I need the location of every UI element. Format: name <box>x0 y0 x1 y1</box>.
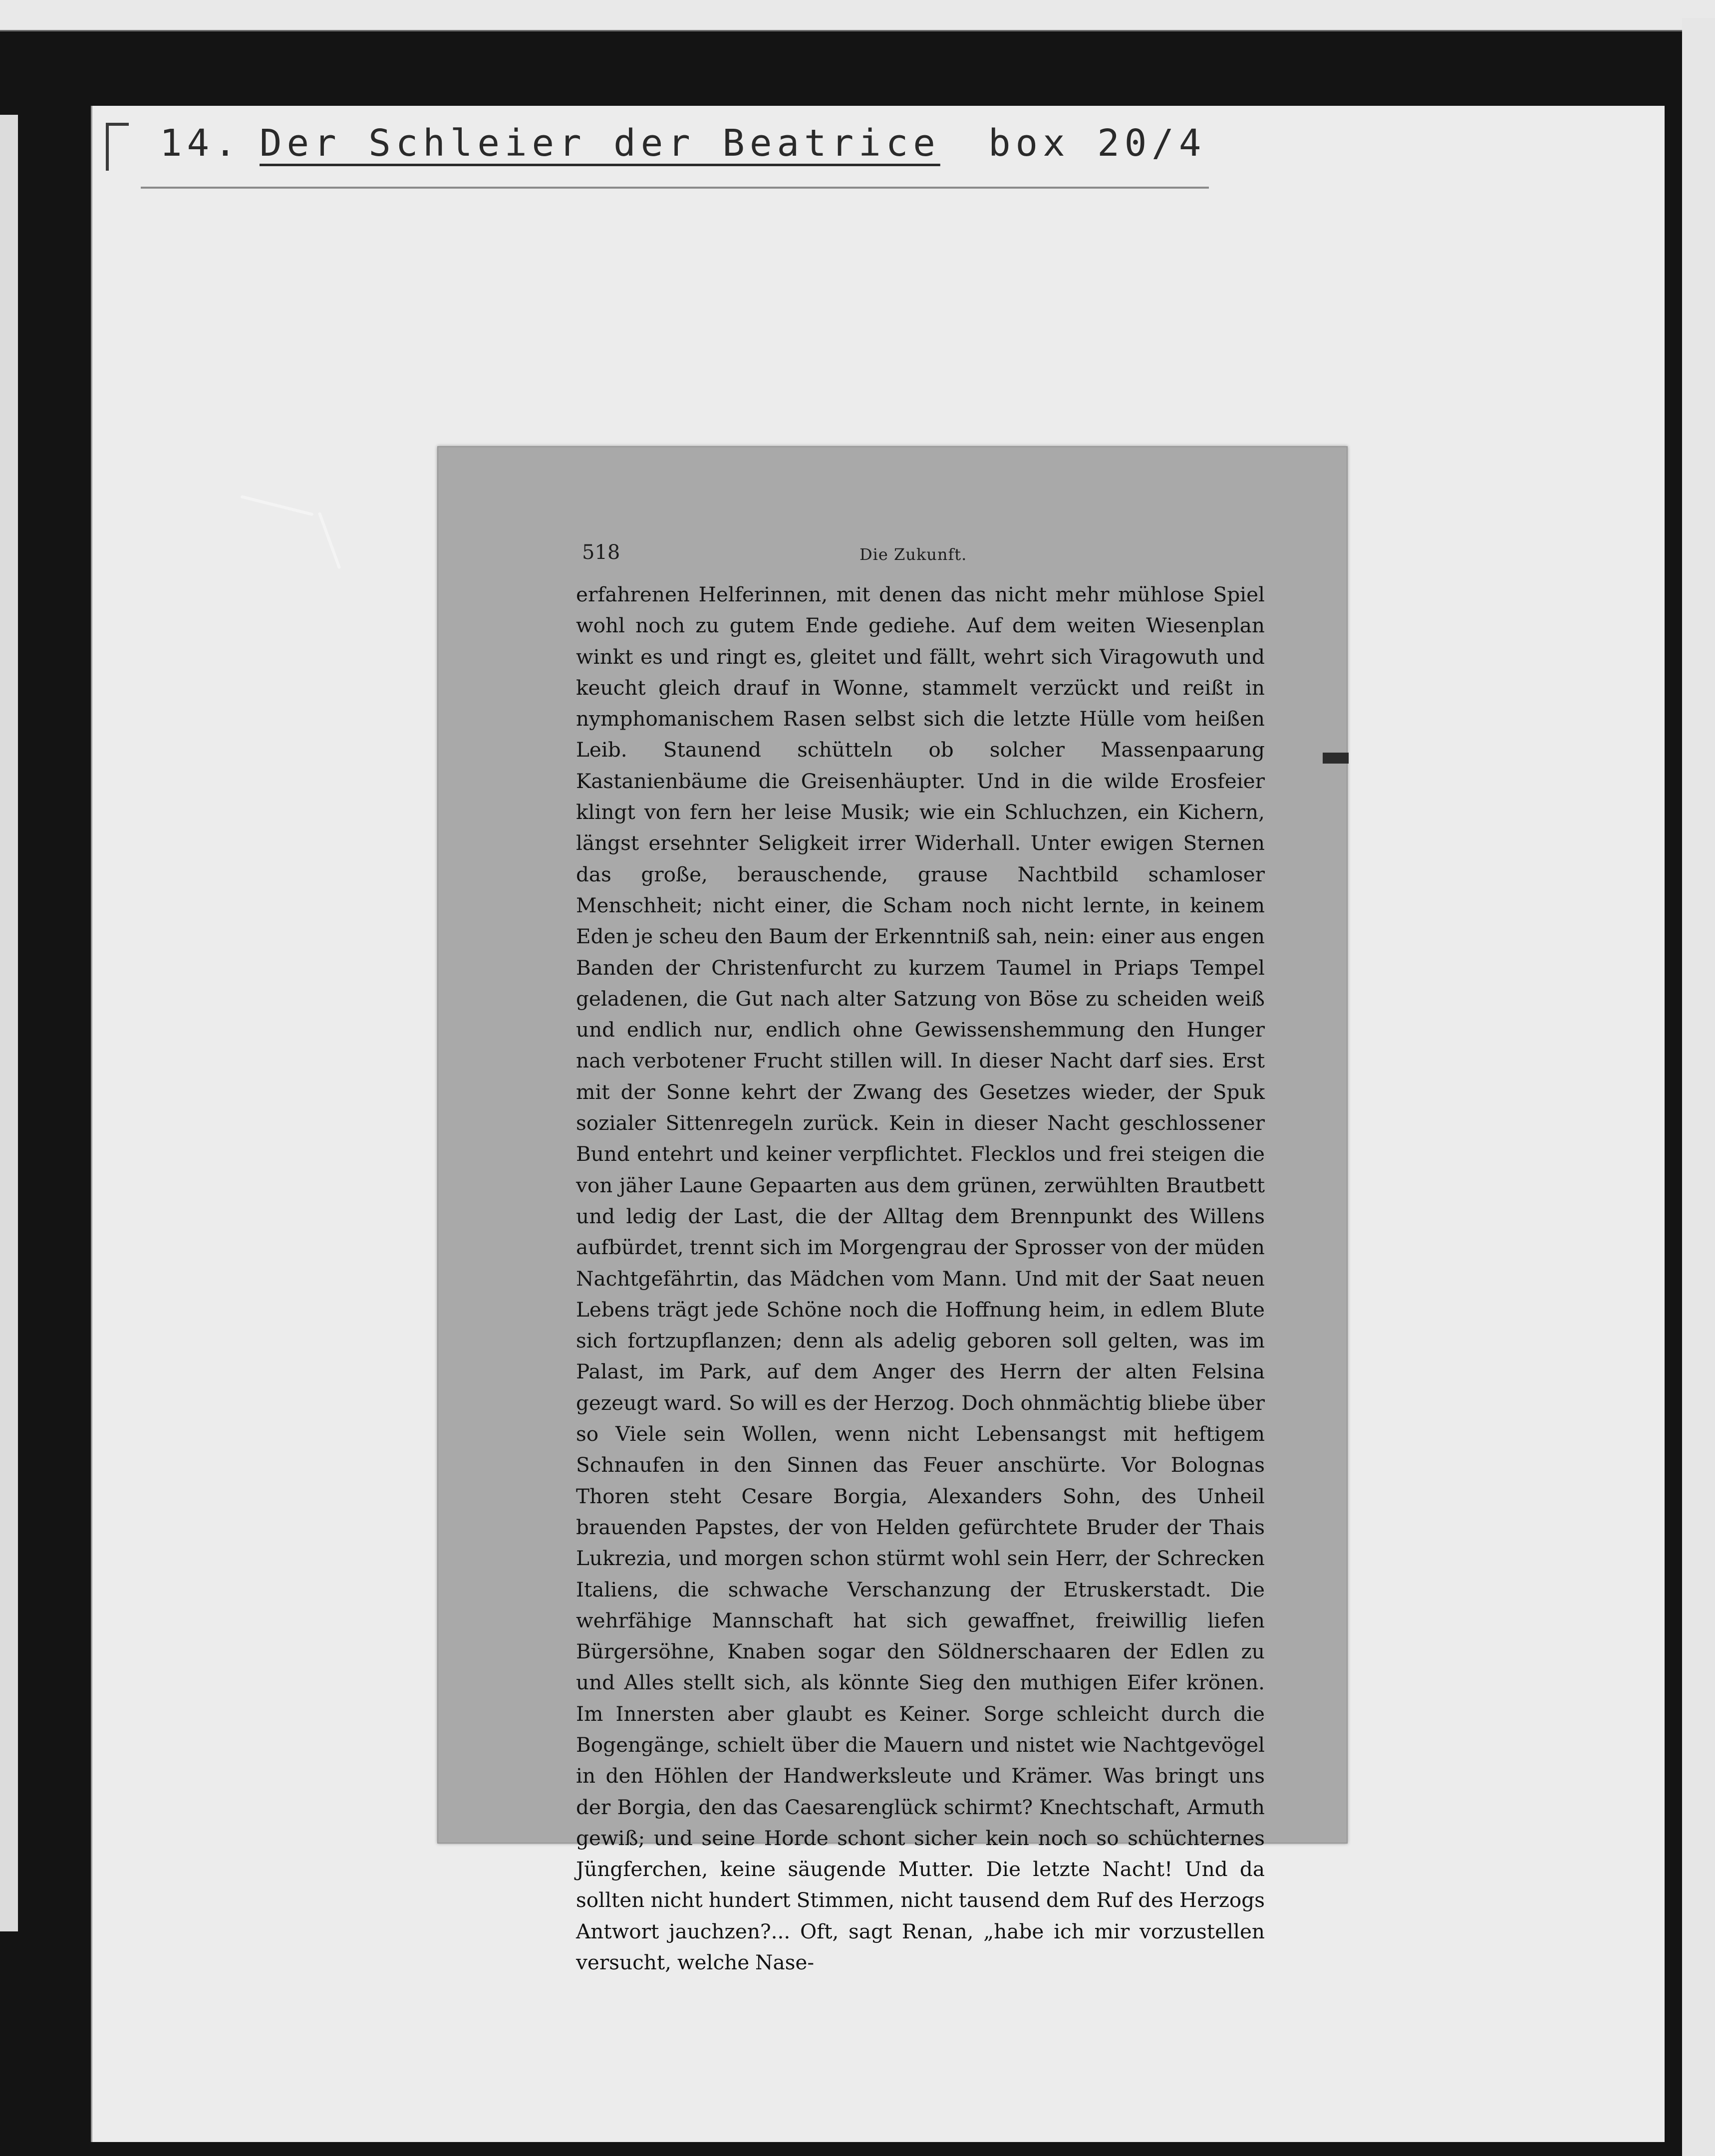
article-body: erfahrenen Helferinnen, mit denen das nicht mehr mühlose Spiel wohl noch zu gutem Ende gediehe. Auf dem weiten Wiesenplan winkt es und ringt es, gleitet und fällt, wehrt sich Viragowuth und keucht gleich drauf in Wonne, stammelt verzückt und reißt in nymphomanischem Rasen selbst sich die letzte Hülle vom heißen Leib. Staunend schütteln ob solcher Massenpaarung Kastanienbäume die Greisenhäupter. Und in die wilde Erosfeier klingt von fern her leise Musik; wie ein Schluchzen, ein Kichern, längst ersehnter Seligkeit irrer Widerhall. Unter ewigen Sternen das große, berauschende, grause Nachtbild schamloser Menschheit; nicht einer, die Scham noch nicht lernte, in keinem Eden je scheu den Baum der Erkenntniß sah, nein: einer aus engen Banden der Christenfurcht zu kurzem Taumel in Priaps Tempel geladenen, die Gut nach alter Satzung von Böse zu scheiden weiß und endlich nur, endlich ohne Gewissenshemmung den Hunger nach verbotener Frucht stillen will. In dieser Nacht darf sies. Erst mit der Sonne kehrt der Zwang des Gesetzes wieder, der Spuk sozialer Sittenregeln zurück. Kein in dieser Nacht geschlossener Bund entehrt und keiner verpflichtet. Flecklos und frei steigen die von jäher Laune Gepaarten aus dem grünen, zerwühlten Brautbett und ledig der Last, die der Alltag dem Brennpunkt des Willens aufbürdet, trennt sich im Morgengrau der Sprosser von der müden Nachtgefährtin, das Mädchen vom Mann. Und mit der Saat neuen Lebens trägt jede Schöne noch die Hoffnung heim, in edlem Blute sich fortzupflanzen; denn als adelig geboren soll gelten, was im Palast, im Park, auf dem Anger des Herrn der alten Felsina gezeugt ward. So will es der Herzog. Doch ohnmächtig bliebe über so Viele sein Wollen, wenn nicht Lebensangst mit heftigem Schnaufen in den Sinnen das Feuer anschürte. Vor Bolognas Thoren steht Cesare Borgia, Alexanders Sohn, des Unheil brauenden Papstes, der von Helden gefürchtete Bruder der Thais Lukrezia, und morgen schon stürmt wohl sein Herr, der Schrecken Italiens, die schwache Verschanzung der Etruskerstadt. Die wehrfähige Mannschaft hat sich gewaffnet, freiwillig liefen Bürgersöhne, Knaben sogar den Söldnerschaaren der Edlen zu und Alles stellt sich, als könnte Sieg den muthigen Eifer krönen. Im Innersten aber glaubt es Keiner. Sorge schleicht durch die Bogengänge, schielt über die Mauern und nistet wie Nachtgevögel in den Höhlen der Handwerksleute und Krämer. Was bringt uns der Borgia, den das Caesarenglück schirmt? Knechtschaft, Armuth gewiß; und seine Horde schont sicher kein noch so schüchternes Jüngferchen, keine säugende Mutter. Die letzte Nacht! Und da sollten nicht hundert Stimmen, nicht tausend dem Ruf des Herzogs Antwort jauchzen?... Oft, sagt Renan, „habe ich mir vorzustellen versucht, welche Nase- <box>576 582 1265 1975</box>
clipping-tab-mark <box>1323 753 1349 764</box>
film-top-edge <box>0 0 1715 31</box>
running-head: Die Zukunft. <box>859 545 967 564</box>
adjacent-frame-left <box>0 115 18 1931</box>
item-number: 14. <box>160 122 242 165</box>
item-title: Der Schleier der Beatrice <box>260 122 940 165</box>
box-label: box 20/4 <box>988 122 1206 165</box>
card-corner-mark <box>106 123 129 171</box>
page-number: 518 <box>582 541 620 564</box>
card-header <box>160 118 1288 178</box>
adjacent-frame-right <box>1682 18 1715 2156</box>
header-rule <box>141 187 1209 189</box>
newspaper-clipping <box>437 446 1348 1975</box>
